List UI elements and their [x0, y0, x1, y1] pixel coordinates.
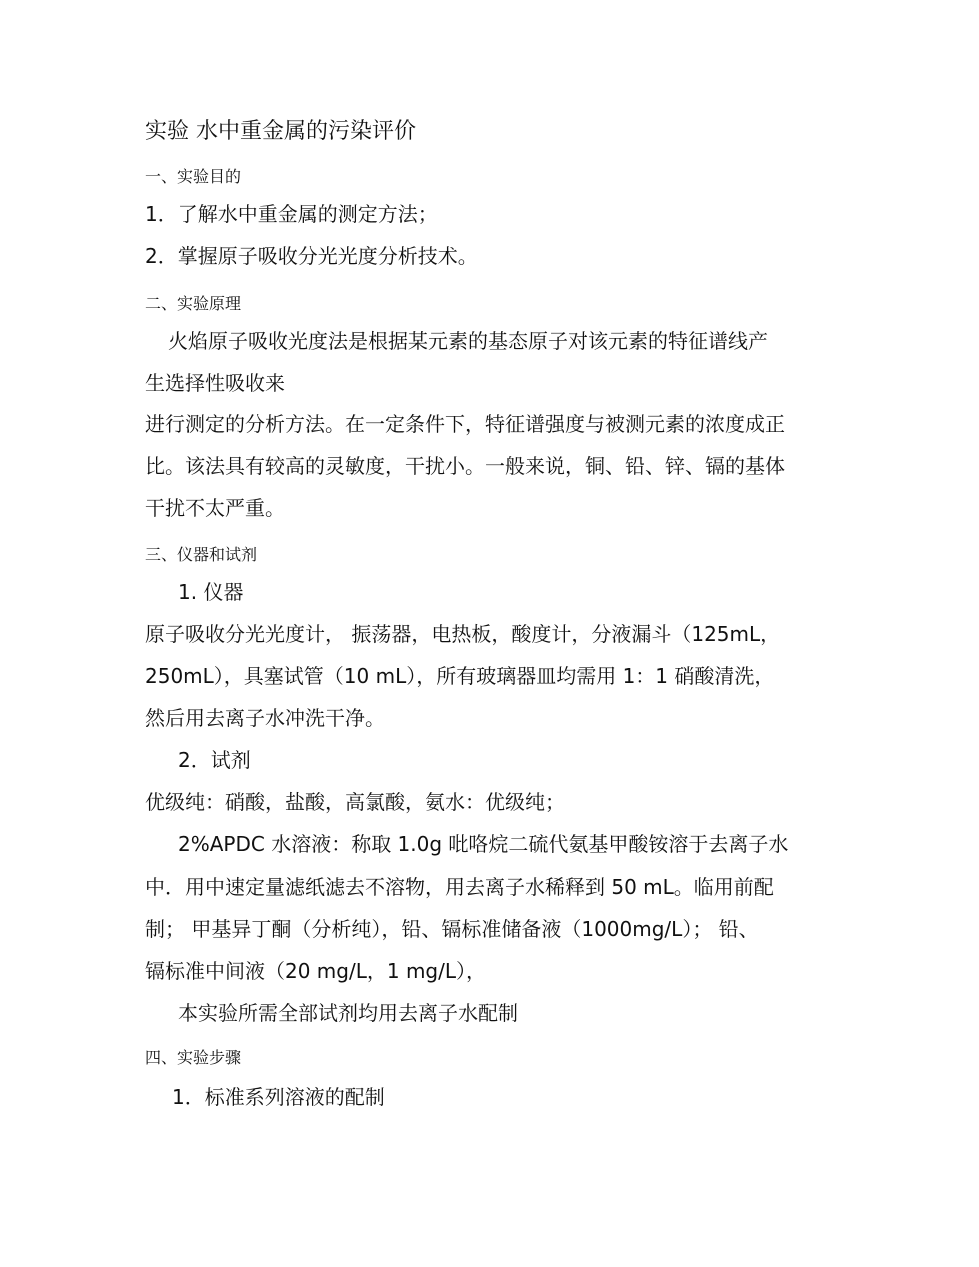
- reagents-line: 中．用中速定量滤纸滤去不溶物，用去离子水稀释到 50 mL。临用前配: [145, 875, 774, 899]
- instruments-line: 原子吸收分光光度计， 振荡器，电热板，酸度计，分液漏斗（125mL，: [145, 622, 781, 646]
- instruments-line: 然后用去离子水冲洗干净。: [145, 706, 385, 730]
- instruments-line: 250mL），具塞试管（10 mL），所有玻璃器皿均需用 1：1 硝酸清洗，: [145, 664, 775, 688]
- objective-item: 1．了解水中重金属的测定方法；: [145, 202, 438, 226]
- principle-line: 生选择性吸收来: [145, 371, 285, 395]
- reagents-line: 本实验所需全部试剂均用去离子水配制: [178, 1001, 518, 1025]
- objective-item: 2．掌握原子吸收分光光度分析技术。: [145, 244, 478, 268]
- principle-line: 火焰原子吸收光度法是根据某元素的基态原子对该元素的特征谱线产: [168, 329, 768, 353]
- document-title: 实验 水中重金属的污染评价: [145, 119, 416, 144]
- reagents-line: 2%APDC 水溶液：称取 1.0g 吡咯烷二硫代氨基甲酸铵溶于去离子水: [178, 832, 789, 856]
- section-heading-objectives: 一、实验目的: [145, 167, 242, 186]
- reagents-line: 制； 甲基异丁酮（分析纯），铅、镉标准储备液（1000mg/L）； 铅、: [145, 917, 759, 941]
- subsection-title-reagents: 2．试剂: [178, 748, 251, 772]
- reagents-line: 镉标准中间液（20 mg/L，1 mg/L），: [145, 959, 487, 983]
- reagents-line: 优级纯：硝酸，盐酸，高氯酸，氨水：优级纯；: [145, 790, 565, 814]
- section-heading-instruments: 三、仪器和试剂: [145, 545, 258, 564]
- section-heading-principle: 二、实验原理: [145, 294, 242, 313]
- procedure-item: 1．标准系列溶液的配制: [172, 1085, 385, 1109]
- principle-line: 比。该法具有较高的灵敏度，干扰小。一般来说，铜、铅、锌、镉的基体: [145, 454, 785, 478]
- subsection-title-instruments: 1. 仪器: [178, 580, 244, 604]
- section-heading-procedure: 四、实验步骤: [145, 1048, 242, 1067]
- principle-line: 干扰不太严重。: [145, 496, 285, 520]
- principle-line: 进行测定的分析方法。在一定条件下，特征谱强度与被测元素的浓度成正: [145, 412, 785, 436]
